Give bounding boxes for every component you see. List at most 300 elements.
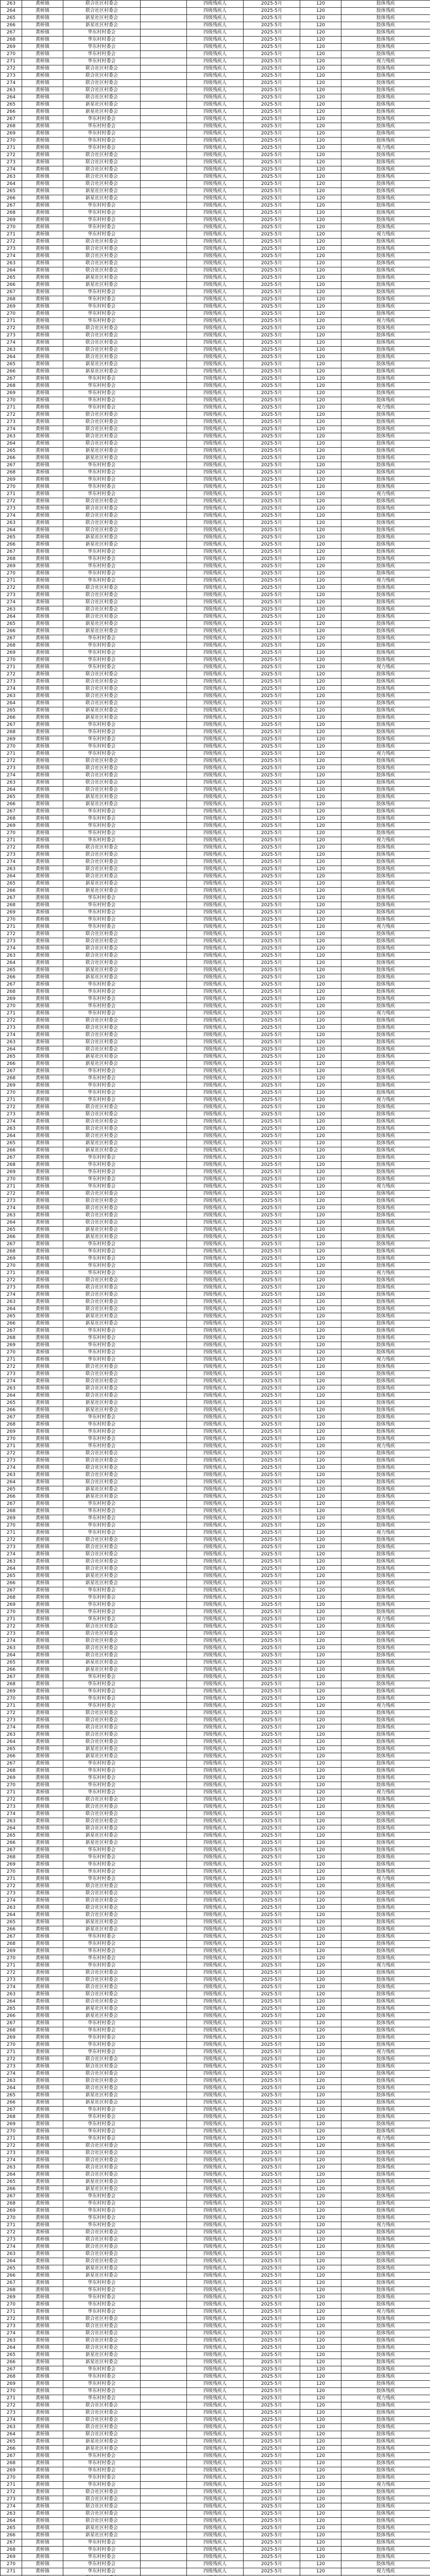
table-row: [1, 931, 430, 938]
table-cell: [141, 1681, 187, 1688]
table-cell: 四级残疾人: [187, 945, 244, 953]
table-cell: 四级残疾人: [187, 1032, 244, 1039]
table-cell: 新星社区村委会: [63, 880, 141, 888]
table-cell: 273: [1, 246, 22, 253]
table-cell: 2025-5月: [244, 2410, 300, 2417]
table-cell: 黄桥镇: [22, 606, 63, 614]
table-cell: 华东村村委会: [63, 2020, 141, 2027]
table-cell: 四级残疾人: [187, 1169, 244, 1176]
table-cell: 肢体残疾: [341, 650, 430, 657]
table-cell: 2025-5月: [244, 873, 300, 880]
table-cell: 120: [300, 1580, 341, 1587]
table-cell: [141, 657, 187, 664]
table-cell: 274: [1, 1205, 22, 1212]
table-cell: [141, 1277, 187, 1284]
table-cell: [141, 253, 187, 260]
table-cell: [141, 37, 187, 44]
table-cell: 肢体残疾: [341, 953, 430, 960]
table-cell: 新星社区村委会: [63, 1753, 141, 1760]
table-row: [1, 585, 430, 592]
table-cell: 四级残疾人: [187, 657, 244, 664]
table-cell: 四级残疾人: [187, 2438, 244, 2446]
table-cell: 黄桥镇: [22, 866, 63, 873]
table-row: [1, 599, 430, 606]
table-cell: 四级残疾人: [187, 2244, 244, 2251]
table-cell: 2025-5月: [244, 2503, 300, 2511]
table-cell: 四级残疾人: [187, 498, 244, 505]
table-cell: 273: [1, 1977, 22, 1984]
table-cell: 120: [300, 2107, 341, 2114]
table-cell: 黄桥镇: [22, 2013, 63, 2020]
table-cell: 2025-5月: [244, 109, 300, 116]
table-cell: 120: [300, 275, 341, 282]
table-cell: [141, 715, 187, 722]
table-cell: 肢体残疾: [341, 1775, 430, 1782]
table-cell: 华东村村委会: [63, 743, 141, 751]
table-cell: 120: [300, 1010, 341, 1018]
table-cell: 华东村村委会: [63, 1342, 141, 1349]
table-cell: 华东村村委会: [63, 1436, 141, 1443]
table-cell: 四级残疾人: [187, 1970, 244, 1977]
table-cell: 肢体残疾: [341, 614, 430, 621]
table-cell: 268: [1, 1595, 22, 1602]
table-cell: 四级残疾人: [187, 166, 244, 174]
table-cell: 肢体残疾: [341, 1631, 430, 1638]
table-cell: 2025-5月: [244, 1191, 300, 1198]
table-cell: 四级残疾人: [187, 1948, 244, 1955]
table-cell: 四级残疾人: [187, 599, 244, 606]
table-cell: 267: [1, 1155, 22, 1162]
table-cell: 266: [1, 1840, 22, 1847]
table-cell: 肢体残疾: [341, 527, 430, 534]
table-cell: 华东村村委会: [63, 2482, 141, 2489]
table-cell: 肢体残疾: [341, 2539, 430, 2547]
table-cell: 四级残疾人: [187, 895, 244, 902]
table-row: [1, 2099, 430, 2107]
table-cell: 黄桥镇: [22, 2453, 63, 2460]
table-cell: 黄桥镇: [22, 440, 63, 448]
table-cell: 120: [300, 2309, 341, 2316]
table-row: [1, 303, 430, 311]
table-cell: 四级残疾人: [187, 267, 244, 275]
table-row: [1, 967, 430, 974]
table-cell: 黄桥镇: [22, 2164, 63, 2172]
table-cell: 肢体残疾: [341, 1313, 430, 1320]
table-row: [1, 1717, 430, 1724]
table-cell: 黄桥镇: [22, 455, 63, 462]
table-cell: 联合社区村委会: [63, 1537, 141, 1544]
table-cell: 264: [1, 1306, 22, 1313]
table-cell: 265: [1, 1659, 22, 1667]
table-row: [1, 73, 430, 80]
table-cell: 肢体残疾: [341, 2092, 430, 2099]
table-cell: 2025-5月: [244, 1825, 300, 1833]
table-row: [1, 181, 430, 188]
table-cell: 联合社区村委会: [63, 527, 141, 534]
table-row: [1, 2042, 430, 2049]
table-cell: 黄桥镇: [22, 2323, 63, 2330]
table-cell: 肢体残疾: [341, 1580, 430, 1587]
table-cell: 271: [1, 751, 22, 758]
table-cell: 四级残疾人: [187, 671, 244, 679]
table-cell: [141, 65, 187, 73]
table-cell: 2025-5月: [244, 1861, 300, 1869]
table-cell: 2025-5月: [244, 2092, 300, 2099]
table-row: [1, 2193, 430, 2200]
table-cell: 联合社区村委会: [63, 73, 141, 80]
table-cell: [141, 2359, 187, 2366]
table-cell: 黄桥镇: [22, 1897, 63, 1905]
table-cell: 120: [300, 368, 341, 376]
table-cell: 268: [1, 729, 22, 736]
table-cell: [141, 902, 187, 909]
table-cell: [141, 1818, 187, 1825]
table-cell: 肢体残疾: [341, 383, 430, 390]
table-cell: 120: [300, 1890, 341, 1897]
table-cell: 肢体残疾: [341, 1746, 430, 1753]
table-cell: 肢体残疾: [341, 1501, 430, 1508]
table-cell: 2025-5月: [244, 650, 300, 657]
table-cell: 黄桥镇: [22, 2236, 63, 2244]
table-cell: 华东村村委会: [63, 1587, 141, 1595]
table-cell: 2025-5月: [244, 1912, 300, 1919]
table-cell: 2025-5月: [244, 751, 300, 758]
table-cell: 2025-5月: [244, 1696, 300, 1703]
table-cell: 肢体残疾: [341, 174, 430, 181]
table-cell: 263: [1, 779, 22, 787]
table-cell: 肢体残疾: [341, 2193, 430, 2200]
table-cell: 黄桥镇: [22, 657, 63, 664]
table-cell: [141, 909, 187, 917]
table-cell: 264: [1, 1479, 22, 1486]
table-cell: 265: [1, 2265, 22, 2273]
table-cell: 四级残疾人: [187, 477, 244, 484]
table-cell: 120: [300, 73, 341, 80]
table-cell: 120: [300, 1869, 341, 1876]
table-cell: 120: [300, 909, 341, 917]
table-cell: 四级残疾人: [187, 2013, 244, 2020]
table-cell: 四级残疾人: [187, 1328, 244, 1335]
table-cell: 120: [300, 527, 341, 534]
table-cell: 264: [1, 2345, 22, 2352]
table-cell: 2025-5月: [244, 2186, 300, 2193]
table-row: [1, 707, 430, 715]
table-cell: 肢体残疾: [341, 570, 430, 578]
table-cell: 120: [300, 2410, 341, 2417]
table-cell: 274: [1, 945, 22, 953]
table-cell: [141, 1890, 187, 1897]
table-cell: 新星社区村委会: [63, 2092, 141, 2099]
table-cell: 四级残疾人: [187, 2020, 244, 2027]
table-cell: 2025-5月: [244, 116, 300, 123]
table-cell: 四级残疾人: [187, 1342, 244, 1349]
table-row: [1, 2280, 430, 2287]
table-cell: 四级残疾人: [187, 1155, 244, 1162]
table-cell: 四级残疾人: [187, 1212, 244, 1219]
table-cell: [141, 981, 187, 989]
table-cell: 华东村村委会: [63, 1090, 141, 1097]
table-cell: 120: [300, 2424, 341, 2431]
table-cell: 四级残疾人: [187, 440, 244, 448]
table-cell: 黄桥镇: [22, 2525, 63, 2532]
table-cell: 120: [300, 621, 341, 628]
table-cell: [141, 1955, 187, 1962]
table-cell: [141, 520, 187, 527]
table-cell: 265: [1, 2092, 22, 2099]
table-row: [1, 2547, 430, 2554]
table-cell: 联合社区村委会: [63, 2085, 141, 2092]
table-cell: 黄桥镇: [22, 1818, 63, 1825]
table-cell: [141, 289, 187, 296]
table-cell: 266: [1, 1494, 22, 1501]
table-cell: [141, 1905, 187, 1912]
table-cell: 肢体残疾: [341, 1032, 430, 1039]
table-cell: 264: [1, 700, 22, 707]
table-row: [1, 498, 430, 505]
table-row: [1, 1595, 430, 1602]
table-cell: 2025-5月: [244, 1948, 300, 1955]
table-cell: 肢体残疾: [341, 1926, 430, 1934]
table-cell: 120: [300, 253, 341, 260]
table-cell: [141, 181, 187, 188]
table-cell: 120: [300, 2388, 341, 2395]
table-cell: 120: [300, 2511, 341, 2518]
table-cell: 华东村村委会: [63, 2381, 141, 2388]
table-cell: 联合社区村委会: [63, 1739, 141, 1746]
table-cell: 120: [300, 1544, 341, 1551]
table-cell: 黄桥镇: [22, 1292, 63, 1299]
table-cell: 2025-5月: [244, 296, 300, 303]
table-cell: 肢体残疾: [341, 1833, 430, 1840]
table-cell: 四级残疾人: [187, 1789, 244, 1797]
table-cell: 黄桥镇: [22, 80, 63, 87]
table-cell: 联合社区村委会: [63, 1797, 141, 1804]
table-cell: 黄桥镇: [22, 1118, 63, 1126]
table-cell: [141, 116, 187, 123]
table-cell: 268: [1, 556, 22, 563]
table-cell: 联合社区村委会: [63, 1825, 141, 1833]
table-row: [1, 440, 430, 448]
table-cell: [141, 2063, 187, 2071]
table-cell: 270: [1, 1869, 22, 1876]
table-cell: 265: [1, 534, 22, 541]
table-cell: 2025-5月: [244, 2489, 300, 2496]
table-cell: 黄桥镇: [22, 1421, 63, 1429]
table-cell: 联合社区村委会: [63, 239, 141, 246]
table-cell: 视力残疾: [341, 2222, 430, 2229]
table-cell: 2025-5月: [244, 671, 300, 679]
table-cell: 267: [1, 1674, 22, 1681]
table-row: [1, 1558, 430, 1566]
table-cell: 肢体残疾: [341, 2013, 430, 2020]
table-cell: 黄桥镇: [22, 693, 63, 700]
table-cell: 黄桥镇: [22, 1558, 63, 1566]
table-cell: 四级残疾人: [187, 2063, 244, 2071]
table-cell: 120: [300, 174, 341, 181]
table-cell: 肢体残疾: [341, 1912, 430, 1919]
table-cell: 120: [300, 1328, 341, 1335]
table-cell: 263: [1, 1472, 22, 1479]
table-cell: 267: [1, 289, 22, 296]
table-cell: [141, 2438, 187, 2446]
table-cell: 2025-5月: [244, 931, 300, 938]
table-cell: 华东村村委会: [63, 202, 141, 210]
table-cell: 联合社区村委会: [63, 87, 141, 94]
table-cell: 肢体残疾: [341, 2460, 430, 2467]
table-cell: [141, 1393, 187, 1400]
table-row: [1, 664, 430, 671]
table-cell: [141, 210, 187, 217]
table-cell: 联合社区村委会: [63, 1652, 141, 1659]
table-cell: 肢体残疾: [341, 1018, 430, 1025]
table-cell: 四级残疾人: [187, 1609, 244, 1616]
table-cell: 264: [1, 2518, 22, 2525]
table-cell: 四级残疾人: [187, 1696, 244, 1703]
table-cell: [141, 924, 187, 931]
table-cell: 黄桥镇: [22, 563, 63, 570]
table-row: [1, 2539, 430, 2547]
table-cell: 华东村村委会: [63, 2027, 141, 2035]
table-cell: 四级残疾人: [187, 2287, 244, 2294]
table-cell: [141, 2453, 187, 2460]
table-cell: 肢体残疾: [341, 1681, 430, 1688]
table-row: [1, 1602, 430, 1609]
table-cell: 120: [300, 2027, 341, 2035]
table-cell: 269: [1, 130, 22, 138]
table-cell: 四级残疾人: [187, 1313, 244, 1320]
table-cell: [141, 282, 187, 289]
table-cell: 四级残疾人: [187, 1919, 244, 1926]
table-row: [1, 2410, 430, 2417]
table-cell: 120: [300, 2078, 341, 2085]
table-row: [1, 2258, 430, 2265]
table-cell: 华东村村委会: [63, 404, 141, 412]
table-cell: 联合社区村委会: [63, 2236, 141, 2244]
table-cell: 黄桥镇: [22, 231, 63, 239]
table-cell: 四级残疾人: [187, 1176, 244, 1183]
table-cell: [141, 325, 187, 332]
table-cell: 263: [1, 693, 22, 700]
table-cell: 120: [300, 679, 341, 686]
table-cell: 四级残疾人: [187, 2568, 244, 2575]
table-cell: 266: [1, 801, 22, 808]
table-cell: 120: [300, 2453, 341, 2460]
table-cell: 2025-5月: [244, 1205, 300, 1212]
table-cell: 120: [300, 1746, 341, 1753]
table-cell: 四级残疾人: [187, 2503, 244, 2511]
table-row: [1, 1025, 430, 1032]
table-cell: 270: [1, 2128, 22, 2136]
table-cell: 联合社区村委会: [63, 866, 141, 873]
table-cell: 120: [300, 700, 341, 707]
table-cell: 黄桥镇: [22, 2568, 63, 2575]
table-cell: 四级残疾人: [187, 1501, 244, 1508]
table-cell: 274: [1, 859, 22, 866]
table-cell: 120: [300, 1919, 341, 1926]
table-cell: 2025-5月: [244, 2049, 300, 2056]
table-cell: 联合社区村委会: [63, 1133, 141, 1140]
table-cell: 2025-5月: [244, 1118, 300, 1126]
table-row: [1, 116, 430, 123]
table-cell: 肢体残疾: [341, 347, 430, 354]
table-row: [1, 1450, 430, 1458]
table-cell: [141, 303, 187, 311]
table-cell: 黄桥镇: [22, 1486, 63, 1494]
table-cell: 黄桥镇: [22, 1082, 63, 1090]
table-cell: 黄桥镇: [22, 1385, 63, 1393]
table-cell: 120: [300, 1926, 341, 1934]
table-cell: 四级残疾人: [187, 1797, 244, 1804]
table-cell: 四级残疾人: [187, 2294, 244, 2301]
table-row: [1, 2345, 430, 2352]
table-cell: 华东村村委会: [63, 1068, 141, 1075]
table-cell: 黄桥镇: [22, 945, 63, 953]
table-cell: 肢体残疾: [341, 2381, 430, 2388]
table-cell: [141, 1205, 187, 1212]
table-row: [1, 888, 430, 895]
table-cell: 肢体残疾: [341, 2071, 430, 2078]
table-cell: 黄桥镇: [22, 469, 63, 477]
table-cell: 四级残疾人: [187, 1998, 244, 2006]
table-cell: 肢体残疾: [341, 1212, 430, 1219]
table-cell: [141, 1263, 187, 1270]
table-cell: [141, 2099, 187, 2107]
table-cell: 肢体残疾: [341, 931, 430, 938]
table-cell: 2025-5月: [244, 332, 300, 340]
table-cell: [141, 816, 187, 823]
table-cell: [141, 2345, 187, 2352]
table-cell: 四级残疾人: [187, 8, 244, 15]
table-row: [1, 2092, 430, 2099]
table-cell: 四级残疾人: [187, 448, 244, 455]
table-cell: 黄桥镇: [22, 1465, 63, 1472]
table-cell: 四级残疾人: [187, 902, 244, 909]
table-cell: 四级残疾人: [187, 801, 244, 808]
table-cell: 四级残疾人: [187, 909, 244, 917]
table-cell: 四级残疾人: [187, 2554, 244, 2561]
table-cell: 黄桥镇: [22, 2265, 63, 2273]
table-cell: 2025-5月: [244, 1061, 300, 1068]
table-cell: 黄桥镇: [22, 1039, 63, 1046]
table-row: [1, 1075, 430, 1082]
table-cell: [141, 693, 187, 700]
table-cell: 120: [300, 2438, 341, 2446]
table-cell: 四级残疾人: [187, 159, 244, 166]
table-cell: 120: [300, 1645, 341, 1652]
table-cell: 120: [300, 361, 341, 368]
table-cell: 肢体残疾: [341, 2330, 430, 2337]
table-cell: 2025-5月: [244, 1667, 300, 1674]
table-cell: 268: [1, 37, 22, 44]
table-cell: 四级残疾人: [187, 1753, 244, 1760]
table-row: [1, 1320, 430, 1328]
table-cell: [141, 1840, 187, 1847]
table-cell: [141, 340, 187, 347]
table-cell: 2025-5月: [244, 318, 300, 325]
table-cell: 120: [300, 217, 341, 224]
table-cell: 2025-5月: [244, 368, 300, 376]
table-cell: 2025-5月: [244, 1515, 300, 1522]
table-row: [1, 433, 430, 440]
table-cell: 黄桥镇: [22, 2027, 63, 2035]
table-cell: 2025-5月: [244, 592, 300, 599]
table-cell: 120: [300, 2042, 341, 2049]
table-cell: [141, 614, 187, 621]
table-row: [1, 174, 430, 181]
table-cell: 四级残疾人: [187, 1147, 244, 1155]
table-cell: [141, 1869, 187, 1876]
table-cell: 四级残疾人: [187, 123, 244, 130]
